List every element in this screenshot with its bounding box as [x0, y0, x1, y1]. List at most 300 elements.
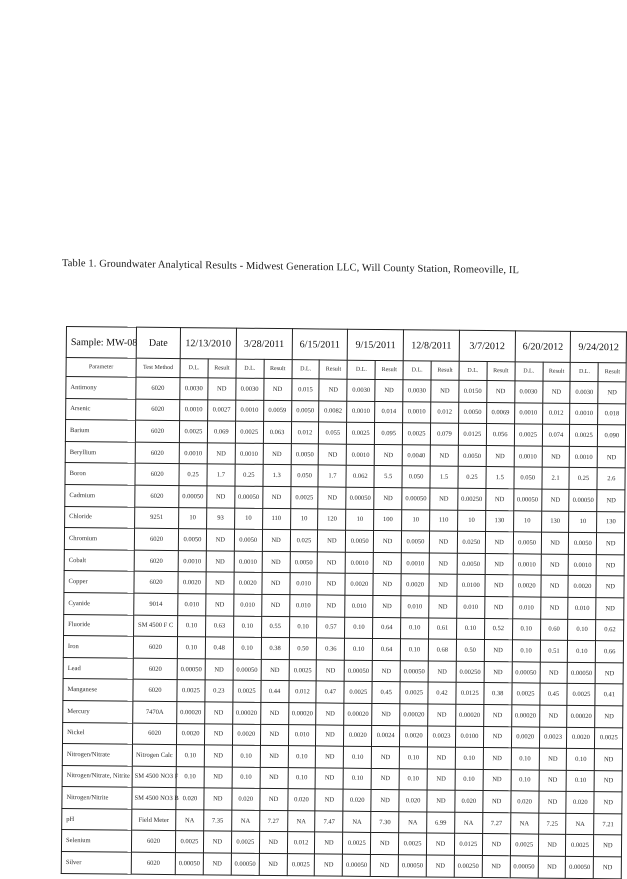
detection-limit-cell: 0.050 — [514, 467, 542, 489]
result-cell: 120 — [318, 508, 346, 530]
detection-limit-cell: 0.0030 — [514, 381, 542, 403]
detection-limit-cell: 0.50 — [289, 638, 317, 660]
sampling-date: 3/7/2012 — [459, 330, 515, 362]
detection-limit-cell: 0.0125 — [456, 683, 484, 705]
detection-limit-cell: 0.020 — [287, 789, 315, 811]
detection-limit-cell: 0.00050 — [231, 853, 259, 875]
detection-limit-cell: 0.0050 — [290, 551, 318, 573]
detection-limit-cell: 0.0050 — [291, 400, 319, 422]
table-caption: Table 1. Groundwater Analytical Results - Midwest Generation LLC, Will County Station, Romeoville, IL — [62, 258, 519, 277]
result-cell: ND — [431, 380, 459, 402]
result-cell: 0.44 — [261, 681, 289, 703]
result-cell: ND — [594, 835, 622, 857]
detection-limit-cell: 0.020 — [343, 789, 371, 811]
result-cell: ND — [375, 379, 403, 401]
detection-limit-cell: 0.10 — [343, 768, 371, 790]
detection-limit-cell: 0.25 — [569, 468, 597, 490]
result-cell: 130 — [597, 511, 625, 533]
result-cell: ND — [204, 723, 232, 745]
detection-limit-cell: 0.0025 — [510, 834, 538, 856]
test-method-cell: Nitrogen Calc — [132, 744, 176, 766]
detection-limit-cell: 0.0010 — [403, 401, 431, 423]
result-cell: ND — [262, 551, 290, 573]
result-cell: ND — [539, 705, 567, 727]
detection-limit-cell: 0.0020 — [567, 727, 595, 749]
parameter-cell: Nickel — [62, 722, 132, 744]
detection-limit-cell: 0.010 — [568, 597, 596, 619]
parameter-cell: Nitrogen/Nitrate, Nitrite — [62, 765, 132, 787]
result-cell: 0.42 — [428, 682, 456, 704]
test-method-cell: 6020 — [136, 377, 180, 399]
detection-limit-cell: 0.0025 — [570, 425, 598, 447]
result-cell: 130 — [485, 510, 513, 532]
detection-limit-cell: 0.10 — [232, 767, 260, 789]
result-cell: ND — [429, 596, 457, 618]
result-cell: 0.056 — [486, 424, 514, 446]
result-cell: ND — [315, 832, 343, 854]
parameter-cell: Manganese — [63, 679, 133, 701]
result-cell: ND — [203, 831, 231, 853]
detection-limit-cell: 0.0010 — [178, 550, 206, 572]
detection-limit-cell: 0.0050 — [457, 553, 485, 575]
result-cell: ND — [596, 554, 624, 576]
detection-limit-cell: 0.010 — [178, 594, 206, 616]
result-cell: 0.64 — [373, 639, 401, 661]
result-cell: ND — [594, 857, 622, 879]
result-cell: 1.3 — [263, 465, 291, 487]
result-cell: ND — [540, 662, 568, 684]
test-method-cell: SM 4500 F C — [134, 615, 178, 637]
result-cell: ND — [259, 853, 287, 875]
result-cell: 0.51 — [540, 640, 568, 662]
detection-limit-cell: 0.10 — [400, 639, 428, 661]
detection-limit-cell: 0.0025 — [403, 423, 431, 445]
result-cell: ND — [319, 444, 347, 466]
detection-limit-cell: 0.10 — [233, 616, 261, 638]
result-cell: ND — [484, 661, 512, 683]
detection-limit-cell: 0.0050 — [178, 529, 206, 551]
table-row — [61, 852, 621, 879]
result-cell: 0.0023 — [427, 725, 455, 747]
result-cell: ND — [374, 444, 402, 466]
result-cell: ND — [594, 792, 622, 814]
detection-limit-cell: 0.0125 — [458, 423, 486, 445]
detection-limit-cell: 0.10 — [455, 747, 483, 769]
result-cell: 0.38 — [484, 683, 512, 705]
result-header: Result — [375, 360, 403, 379]
parameter-cell: Cobalt — [64, 549, 134, 571]
detection-limit-cell: 0.0020 — [176, 723, 204, 745]
test-method-header: Test Method — [136, 358, 180, 377]
detection-limit-cell: 0.00020 — [344, 703, 372, 725]
result-cell: ND — [206, 572, 234, 594]
result-cell: ND — [538, 791, 566, 813]
detection-limit-cell: 0.10 — [345, 617, 373, 639]
detection-limit-cell: 0.00020 — [567, 705, 595, 727]
detection-limit-cell: NA — [343, 811, 371, 833]
result-cell: 0.012 — [542, 403, 570, 425]
result-cell: ND — [427, 790, 455, 812]
detection-limit-cell: 0.0010 — [513, 554, 541, 576]
result-cell: ND — [317, 660, 345, 682]
dl-header: D.L. — [236, 359, 264, 378]
detection-limit-cell: 0.00020 — [177, 701, 205, 723]
result-cell: ND — [539, 770, 567, 792]
detection-limit-cell: 0.25 — [235, 465, 263, 487]
parameter-cell: Chromium — [64, 528, 134, 550]
result-cell: ND — [206, 594, 234, 616]
parameter-cell: Beryllium — [65, 441, 135, 463]
sampling-date: 3/28/2011 — [236, 328, 292, 360]
result-cell: ND — [597, 533, 625, 555]
detection-limit-cell: 0.0020 — [178, 572, 206, 594]
result-cell: ND — [426, 833, 454, 855]
result-cell: ND — [595, 662, 623, 684]
result-header: Result — [208, 359, 236, 378]
result-cell: 0.063 — [263, 422, 291, 444]
result-header: Result — [319, 360, 347, 379]
detection-limit-cell: 10 — [290, 508, 318, 530]
detection-limit-cell: 0.010 — [401, 596, 429, 618]
detection-limit-cell: 0.10 — [399, 768, 427, 790]
result-cell: ND — [262, 530, 290, 552]
result-cell: 0.0027 — [207, 399, 235, 421]
detection-limit-cell: 0.0050 — [458, 445, 486, 467]
parameter-cell: Selenium — [61, 830, 131, 852]
dl-header: D.L. — [180, 359, 208, 378]
result-cell: 0.0082 — [319, 401, 347, 423]
parameter-cell: Antimony — [66, 377, 136, 399]
result-cell: ND — [486, 489, 514, 511]
detection-limit-cell: 0.0050 — [401, 531, 429, 553]
detection-limit-cell: 0.010 — [512, 597, 540, 619]
result-cell: ND — [372, 747, 400, 769]
detection-limit-cell: 0.0025 — [177, 680, 205, 702]
test-method-cell: 6020 — [132, 723, 176, 745]
detection-limit-cell: 0.020 — [455, 791, 483, 813]
result-cell: ND — [318, 552, 346, 574]
result-cell: ND — [482, 856, 510, 878]
detection-limit-cell: 0.00020 — [511, 705, 539, 727]
detection-limit-cell: 0.0025 — [400, 682, 428, 704]
result-cell: ND — [594, 770, 622, 792]
date-label: Date — [136, 327, 180, 358]
detection-limit-cell: 0.0025 — [290, 487, 318, 509]
result-cell: ND — [260, 702, 288, 724]
test-method-cell: SM 4500 NO3 F — [132, 766, 176, 788]
parameter-cell: Arsenic — [66, 398, 136, 420]
result-cell: ND — [205, 702, 233, 724]
result-cell: ND — [260, 724, 288, 746]
detection-limit-cell: 0.062 — [346, 466, 374, 488]
detection-limit-cell: 0.10 — [511, 748, 539, 770]
result-cell: 0.55 — [261, 616, 289, 638]
result-cell: 0.055 — [319, 422, 347, 444]
detection-limit-cell: 10 — [569, 511, 597, 533]
result-cell: ND — [429, 574, 457, 596]
result-cell: ND — [428, 661, 456, 683]
detection-limit-cell: 0.10 — [567, 770, 595, 792]
result-cell: 110 — [430, 510, 458, 532]
test-method-cell: 6020 — [135, 485, 179, 507]
result-cell: ND — [260, 767, 288, 789]
detection-limit-cell: 0.0010 — [401, 552, 429, 574]
detection-limit-cell: 0.00250 — [454, 855, 482, 877]
result-cell: ND — [318, 530, 346, 552]
result-cell: ND — [207, 443, 235, 465]
detection-limit-cell: 0.00050 — [568, 662, 596, 684]
detection-limit-cell: 0.0125 — [454, 834, 482, 856]
detection-limit-cell: 0.00050 — [402, 488, 430, 510]
detection-limit-cell: 0.010 — [289, 573, 317, 595]
detection-limit-cell: 0.10 — [288, 746, 316, 768]
result-cell: ND — [598, 446, 626, 468]
detection-limit-cell: 0.012 — [288, 681, 316, 703]
result-cell: ND — [262, 573, 290, 595]
detection-limit-cell: 0.0020 — [344, 725, 372, 747]
result-cell: ND — [596, 576, 624, 598]
detection-limit-cell: 10 — [346, 509, 374, 531]
detection-limit-cell: 0.010 — [234, 594, 262, 616]
detection-limit-cell: 0.10 — [512, 640, 540, 662]
detection-limit-cell: 10 — [234, 508, 262, 530]
result-cell: 0.52 — [484, 618, 512, 640]
detection-limit-cell: 0.0010 — [234, 551, 262, 573]
detection-limit-cell: 0.10 — [233, 637, 261, 659]
detection-limit-cell: 0.10 — [456, 618, 484, 640]
result-cell: ND — [263, 378, 291, 400]
detection-limit-cell: NA — [399, 812, 427, 834]
result-cell: ND — [204, 788, 232, 810]
detection-limit-cell: 0.00050 — [344, 660, 372, 682]
detection-limit-cell: 0.0250 — [457, 531, 485, 553]
result-cell: ND — [485, 575, 513, 597]
results-table — [61, 326, 627, 879]
parameter-cell: Cyanide — [64, 592, 134, 614]
detection-limit-cell: 0.10 — [567, 748, 595, 770]
detection-limit-cell: 0.10 — [568, 619, 596, 641]
detection-limit-cell: 0.0025 — [344, 682, 372, 704]
result-cell: ND — [316, 703, 344, 725]
detection-limit-cell: NA — [455, 812, 483, 834]
result-cell: ND — [485, 532, 513, 554]
detection-limit-cell: 0.0010 — [514, 402, 542, 424]
result-cell: ND — [430, 445, 458, 467]
dl-header: D.L. — [292, 360, 320, 379]
detection-limit-cell: 0.00020 — [232, 702, 260, 724]
detection-limit-cell: 0.0050 — [346, 530, 374, 552]
test-method-cell: 9251 — [135, 507, 179, 529]
result-cell: 0.57 — [317, 616, 345, 638]
result-cell: 0.63 — [205, 615, 233, 637]
result-cell: 0.64 — [373, 617, 401, 639]
detection-limit-cell: 0.0010 — [570, 403, 598, 425]
result-cell: ND — [429, 531, 457, 553]
detection-limit-cell: 0.10 — [177, 637, 205, 659]
detection-limit-cell: 0.020 — [176, 788, 204, 810]
parameter-cell: Chloride — [65, 506, 135, 528]
detection-limit-cell: 0.00050 — [177, 658, 205, 680]
result-cell: ND — [541, 489, 569, 511]
detection-limit-cell: 0.10 — [344, 746, 372, 768]
detection-limit-cell: 0.025 — [290, 530, 318, 552]
result-cell: ND — [316, 746, 344, 768]
result-header: Result — [543, 362, 571, 381]
result-cell: 7.47 — [315, 811, 343, 833]
result-cell: 7.25 — [538, 813, 566, 835]
detection-limit-cell: 0.00050 — [510, 856, 538, 878]
detection-limit-cell: 0.00050 — [566, 856, 594, 878]
result-header: Result — [487, 362, 515, 381]
result-cell: 0.41 — [595, 684, 623, 706]
detection-limit-cell: 0.10 — [176, 745, 204, 767]
result-cell: ND — [483, 791, 511, 813]
result-cell: ND — [206, 529, 234, 551]
result-cell: 0.012 — [431, 402, 459, 424]
result-cell: ND — [318, 487, 346, 509]
dl-header: D.L. — [570, 362, 598, 381]
result-cell: ND — [206, 551, 234, 573]
detection-limit-cell: 10 — [402, 509, 430, 531]
detection-limit-cell: 0.0025 — [566, 835, 594, 857]
result-cell: ND — [538, 856, 566, 878]
result-cell: ND — [372, 703, 400, 725]
result-cell: ND — [541, 532, 569, 554]
result-cell: ND — [482, 834, 510, 856]
result-cell: ND — [260, 745, 288, 767]
detection-limit-cell: 0.00020 — [456, 704, 484, 726]
result-cell: 0.095 — [375, 423, 403, 445]
result-cell: ND — [373, 574, 401, 596]
detection-limit-cell: 0.10 — [178, 615, 206, 637]
result-cell: 0.0059 — [263, 400, 291, 422]
result-cell: 0.018 — [598, 403, 626, 425]
result-cell: ND — [484, 640, 512, 662]
result-cell: ND — [373, 595, 401, 617]
detection-limit-cell: 0.0025 — [347, 422, 375, 444]
detection-limit-cell: 0.010 — [345, 595, 373, 617]
result-cell: 7.27 — [482, 812, 510, 834]
detection-limit-cell: 0.0150 — [459, 380, 487, 402]
detection-limit-cell: 0.0040 — [402, 445, 430, 467]
dl-header: D.L. — [515, 362, 543, 381]
result-cell: ND — [203, 853, 231, 875]
detection-limit-cell: 0.0050 — [458, 402, 486, 424]
detection-limit-cell: 0.0020 — [513, 575, 541, 597]
parameter-cell: Fluoride — [64, 614, 134, 636]
result-cell: ND — [371, 833, 399, 855]
detection-limit-cell: 0.020 — [232, 788, 260, 810]
result-cell: ND — [429, 553, 457, 575]
result-cell: 7.30 — [371, 811, 399, 833]
detection-limit-cell: 0.00050 — [398, 855, 426, 877]
detection-limit-cell: 0.020 — [399, 790, 427, 812]
detection-limit-cell: 0.010 — [288, 724, 316, 746]
result-cell: ND — [204, 767, 232, 789]
detection-limit-cell: 0.00050 — [235, 486, 263, 508]
test-method-cell: 6020 — [134, 550, 178, 572]
detection-limit-cell: 0.0025 — [289, 659, 317, 681]
detection-limit-cell: NA — [231, 810, 259, 832]
result-cell: 0.0023 — [539, 727, 567, 749]
detection-limit-cell: 0.10 — [455, 769, 483, 791]
result-cell: ND — [316, 724, 344, 746]
detection-limit-cell: 0.050 — [402, 466, 430, 488]
detection-limit-cell: 0.00050 — [513, 489, 541, 511]
result-cell: ND — [540, 575, 568, 597]
result-cell: ND — [261, 594, 289, 616]
result-cell: ND — [205, 659, 233, 681]
result-cell: 0.45 — [539, 683, 567, 705]
detection-limit-cell: 0.0025 — [235, 421, 263, 443]
detection-limit-cell: 10 — [457, 510, 485, 532]
detection-limit-cell: 0.0025 — [233, 680, 261, 702]
dl-header: D.L. — [459, 361, 487, 380]
detection-limit-cell: 0.0030 — [403, 380, 431, 402]
result-cell: ND — [374, 487, 402, 509]
detection-limit-cell: 0.0010 — [345, 552, 373, 574]
parameter-cell: Barium — [65, 420, 135, 442]
result-cell: ND — [371, 790, 399, 812]
result-cell: 5.5 — [374, 466, 402, 488]
detection-limit-cell: 0.0010 — [569, 554, 597, 576]
result-cell: ND — [374, 531, 402, 553]
detection-limit-cell: 0.0010 — [179, 442, 207, 464]
test-method-cell: 6020 — [133, 636, 177, 658]
result-cell: 0.079 — [430, 423, 458, 445]
detection-limit-cell: 0.0030 — [570, 381, 598, 403]
parameter-cell: Mercury — [63, 700, 133, 722]
detection-limit-cell: 0.10 — [511, 769, 539, 791]
result-cell: ND — [486, 445, 514, 467]
detection-limit-cell: 0.0020 — [234, 572, 262, 594]
result-cell: ND — [541, 554, 569, 576]
detection-limit-cell: 0.0025 — [512, 683, 540, 705]
test-method-cell: 6020 — [135, 420, 179, 442]
detection-limit-cell: 0.010 — [289, 595, 317, 617]
detection-limit-cell: 0.10 — [176, 766, 204, 788]
result-cell: 0.014 — [375, 401, 403, 423]
detection-limit-cell: 0.0010 — [514, 446, 542, 468]
test-method-cell: 6020 — [131, 831, 175, 853]
detection-limit-cell: 0.0010 — [570, 446, 598, 468]
result-cell: ND — [485, 596, 513, 618]
results-table-wrapper — [61, 326, 626, 872]
detection-limit-cell: NA — [287, 811, 315, 833]
result-cell: 7.21 — [594, 813, 622, 835]
detection-limit-cell: 0.00250 — [458, 488, 486, 510]
detection-limit-cell: 0.012 — [287, 832, 315, 854]
detection-limit-cell: 0.0050 — [234, 529, 262, 551]
result-cell: 110 — [262, 508, 290, 530]
result-cell: 1.7 — [318, 465, 346, 487]
sampling-date: 12/8/2011 — [403, 330, 459, 362]
test-method-cell: 9014 — [134, 593, 178, 615]
result-cell: ND — [204, 745, 232, 767]
result-cell: ND — [317, 573, 345, 595]
detection-limit-cell: 0.0025 — [343, 833, 371, 855]
detection-limit-cell: 0.0020 — [345, 574, 373, 596]
detection-limit-cell: 0.10 — [401, 617, 429, 639]
detection-limit-cell: NA — [566, 813, 594, 835]
result-cell: ND — [538, 835, 566, 857]
result-cell: 1.5 — [430, 466, 458, 488]
result-cell: ND — [316, 768, 344, 790]
result-cell: ND — [371, 768, 399, 790]
sampling-date: 6/15/2011 — [292, 329, 348, 361]
result-cell: ND — [259, 832, 287, 854]
result-cell: 0.0025 — [595, 727, 623, 749]
